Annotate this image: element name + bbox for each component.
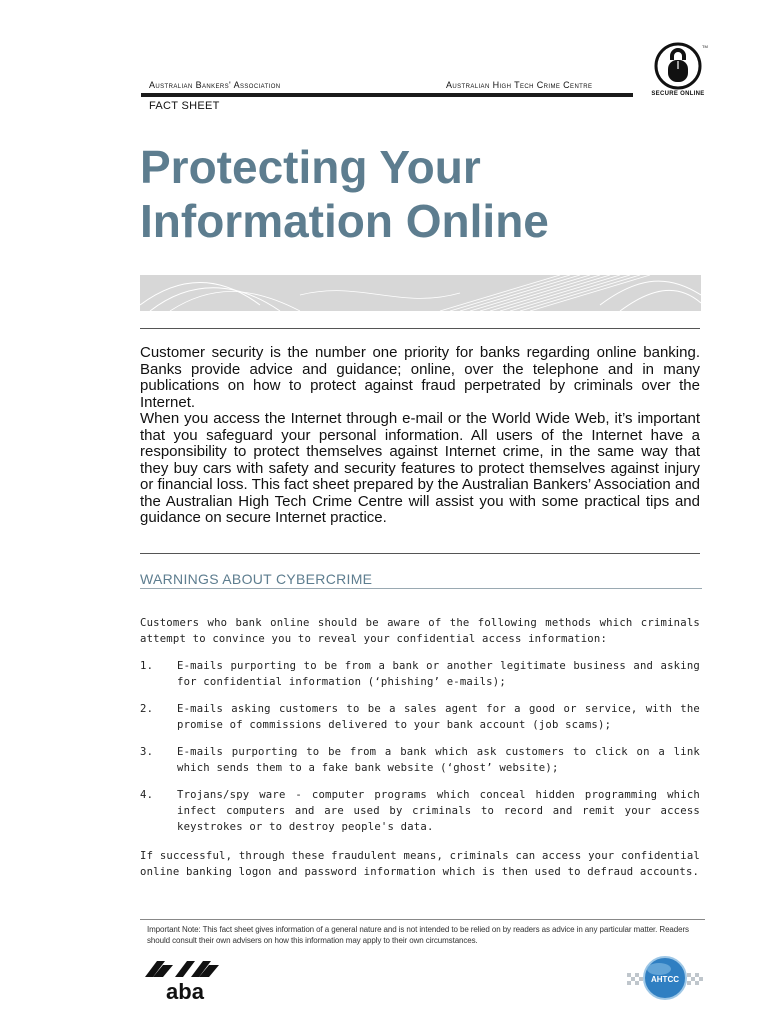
page-title	[140, 140, 700, 248]
list-item-text: E-mails asking customers to be a sales agent for a good or service, with the promise of commissions delivered to your bank account (job scams);	[177, 703, 700, 731]
list-item-number: 2.	[140, 703, 154, 715]
section-lead-paragraph: Customers who bank online should be aware of the following methods which criminals attempt to convince you to reveal your confidential access information:	[140, 617, 700, 645]
header-rule	[141, 93, 633, 97]
intro-paragraph: Customer security is the number one priority for banks regarding online banking. Banks provide advice and guidance; online, over the telephone and in many publications on how to protect against fraud perpetrated by criminals over the Internet.	[140, 344, 700, 411]
closing-paragraph: If successful, through these fraudulent means, criminals can access your confidential online banking logon and password information which is then used to defraud accounts.	[140, 850, 700, 878]
list-item-text: Trojans/spy ware - computer programs which conceal hidden programming which infect computers and are used by criminals to record and remit your access keystrokes or to destroy people's data.	[177, 789, 700, 833]
section-heading-underline	[140, 588, 702, 589]
divider	[140, 553, 700, 554]
ahtcc-logo-text: AHTCC	[651, 975, 679, 984]
org-name-left: Australian Bankers' Association	[149, 80, 281, 90]
decorative-banner	[140, 275, 701, 311]
title-line-2: Information Online	[140, 195, 549, 247]
secure-online-caption: SECURE ONLINE	[651, 91, 705, 97]
footer-rule	[140, 919, 705, 920]
list-item	[140, 658, 700, 690]
important-note: Important Note: This fact sheet gives information of a general nature and is not intended to be relied on by readers as advice in any particular matter. Readers should consult their own advisers on how this information may apply to their own circumstances.	[147, 925, 689, 945]
title-line-1: Protecting Your	[140, 141, 481, 193]
list-item-number: 4.	[140, 789, 154, 801]
list-item	[140, 787, 700, 835]
swirl-pattern-icon	[140, 275, 701, 311]
list-item	[140, 744, 700, 776]
list-item-text: E-mails purporting to be from a bank or another legitimate business and asking for confidential information (‘phishing’ e-mails);	[177, 660, 700, 688]
list-item-number: 1.	[140, 660, 154, 672]
intro-paragraph: When you access the Internet through e-mail or the World Wide Web, it’s important that you safeguard your personal information. All users of the Internet have a responsibility to protect themselves against Internet crime, in the same way that they buy cars with safety and security features to protect themselves against injury or financial loss. This fact sheet prepared by the Australian Bankers’ Association and the Australian High Tech Crime Centre will assist you with some practical tips and guidance on secure Internet practice.	[140, 410, 700, 526]
org-name-right: Australian High Tech Crime Centre	[446, 80, 593, 90]
section-heading: WARNINGS ABOUT CYBERCRIME	[140, 571, 373, 587]
divider	[140, 328, 700, 329]
ahtcc-logo	[625, 955, 707, 1001]
document-type-label: FACT SHEET	[149, 100, 220, 112]
aba-logo	[143, 957, 227, 1003]
svg-text:TM: TM	[702, 44, 708, 49]
aba-logo-text: aba	[166, 979, 204, 1003]
list-item-number: 3.	[140, 746, 154, 758]
list-item-text: E-mails purporting to be from a bank which ask customers to click on a link which sends them to a fake bank website (‘ghost’ website);	[177, 746, 700, 774]
list-item	[140, 701, 700, 733]
